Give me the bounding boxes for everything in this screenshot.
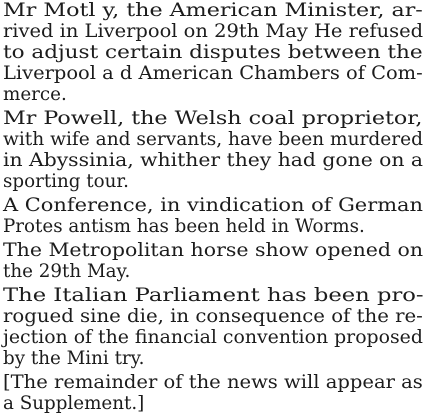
text-line: in Abyssinia, whither they had gone on a <box>3 150 424 171</box>
text-line: Mr Powell, the Welsh coal proprietor, <box>3 108 423 129</box>
text-line: to adjust certain disputes between the <box>3 42 423 63</box>
text-line: [The remainder of the news will appear as <box>3 372 423 393</box>
text-line: jection of the financial convention proposed <box>3 327 423 348</box>
text-line: with wife and servants, have been murdered <box>3 129 423 150</box>
text-line: the 29th May. <box>3 261 131 282</box>
text-line: rogued sine die, in consequence of the re- <box>3 306 423 327</box>
text-line: sporting tour. <box>3 171 129 192</box>
text-line: rived in Liverpool on 29th May He refused <box>3 21 424 42</box>
text-line: The Metropolitan horse show opened on <box>3 240 424 261</box>
text-line: A Conference, in vindication of German <box>3 195 423 216</box>
text-line: Mr Motl y, the American Minister, ar- <box>3 0 423 21</box>
text-line: Protes antism has been held in Worms. <box>3 216 365 237</box>
text-line: merce. <box>3 84 67 105</box>
text-line: by the Mini try. <box>3 348 145 369</box>
text-line: Liverpool a d American Chambers of Com- <box>3 63 423 84</box>
text-line: The Italian Parliament has been pro- <box>3 285 424 306</box>
text-line: a Supplement.] <box>3 393 145 414</box>
